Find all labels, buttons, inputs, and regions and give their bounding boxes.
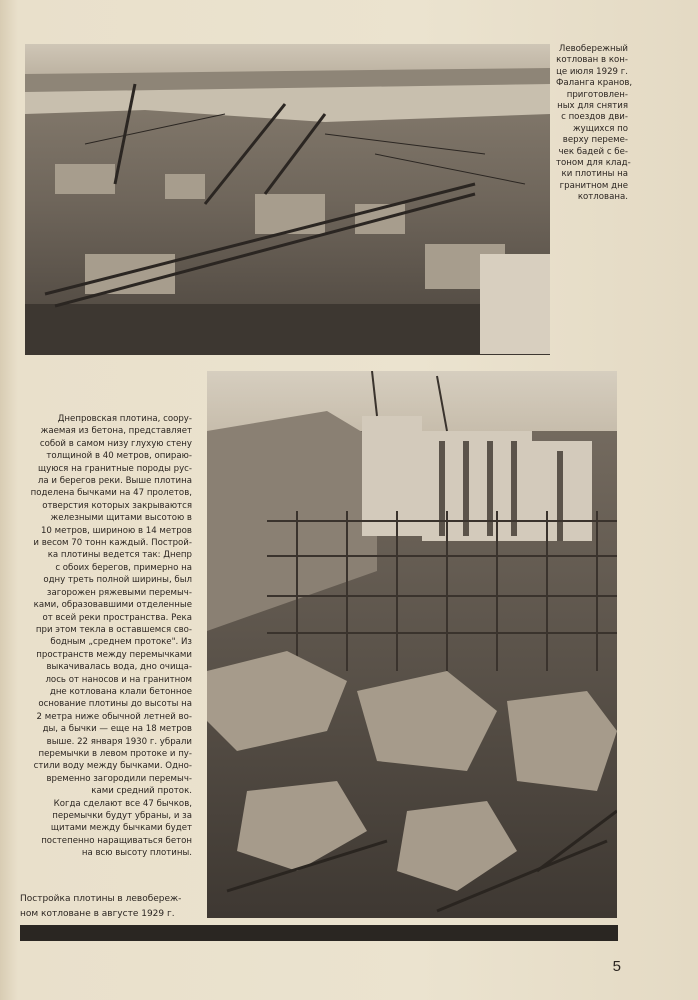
article-line: загорожен ряжевыми перемыч-	[46, 587, 192, 598]
caption-line: жущихся по	[572, 123, 628, 134]
caption-line: це июля 1929 г.	[556, 66, 628, 77]
article-line: ла и берегов реки. Выше плотина	[37, 476, 192, 487]
caption-line: с поездов дви-	[561, 112, 628, 123]
photo-dam-construction-image	[207, 371, 617, 918]
caption-line: ки плотины на	[561, 169, 628, 180]
article-line: ка плотины ведется так: Днепр	[47, 550, 192, 561]
article-line: 10 метров, шириною в 14 метров	[40, 525, 192, 536]
article-line: с обоих берегов, примерно на	[55, 562, 192, 573]
article-line: лось от наносов и на гранитном	[45, 674, 192, 685]
article-line: стили воду между бычками. Одно-	[33, 761, 192, 772]
article-line: ками средний проток.	[91, 786, 192, 797]
caption-line: Левобережный	[558, 44, 628, 54]
caption-line: чек бадей с бе-	[558, 146, 628, 157]
article-line: 2 метра ниже обычной летней во-	[36, 711, 192, 722]
caption-line: гранитном дне	[559, 180, 628, 191]
article-line: при этом текла в оставшемся сво-	[35, 624, 192, 635]
article-line: от всей реки пространства. Река	[42, 612, 192, 623]
page-number: 5	[612, 958, 621, 975]
caption-line: ных для снятия	[557, 101, 628, 112]
article-line: Когда сделают все 47 бычков,	[53, 798, 192, 809]
caption-line: Постройка плотины в левобереж-	[20, 894, 182, 904]
photo-left-bank-pit-image	[25, 44, 550, 355]
article-line: железными щитами высотою в	[50, 513, 192, 524]
article-line: жаемая из бетона, представляет	[40, 426, 192, 437]
article-line: постепенно наращиваться бетон	[41, 835, 192, 846]
caption-line: ном котловане в августе 1929 г.	[20, 908, 175, 919]
caption-top-photo	[556, 44, 633, 204]
caption-line: котлована.	[577, 192, 628, 203]
article-line: щитами между бычками будет	[50, 823, 192, 834]
article-line: выкачивалась вода, дно очища-	[46, 662, 192, 673]
article-line: отверстия которых закрываются	[42, 500, 192, 511]
footer-rule	[20, 925, 618, 941]
article-line: на всю высоту плотины.	[81, 848, 192, 859]
article-line: ками, образовавшими отделенные	[33, 600, 192, 611]
caption-line: Фаланга кранов,	[556, 78, 633, 89]
article-line: временно загородили перемыч-	[46, 773, 192, 784]
article-line: бодным „среднем протоке". Из	[50, 637, 192, 648]
article-line: щуюся на гранитные породы рус-	[38, 463, 192, 474]
article-text	[20, 413, 192, 860]
caption-line: котлован в кон-	[556, 55, 628, 66]
caption-line: верху переме-	[562, 135, 628, 146]
article-line: выше. 22 января 1930 г. убрали	[46, 736, 192, 747]
article-line: толщиной в 40 метров, опираю-	[46, 451, 192, 462]
article-line: Днепровская плотина, соору-	[57, 414, 192, 424]
article-line: поделена бычками на 47 пролетов,	[30, 488, 192, 499]
photo-left-bank-pit	[25, 44, 550, 355]
article-line: пространств между перемычками	[36, 649, 192, 660]
article-line: основание плотины до высоты на	[38, 699, 192, 710]
article-line: дне котлована клали бетонное	[49, 686, 192, 697]
article-line: ды, а бычки — еще на 18 метров	[42, 724, 192, 735]
article-line: перемычки будут убраны, и за	[52, 811, 192, 821]
caption-line: тоном для клад-	[556, 158, 631, 169]
article-line: собой в самом низу глухую стену	[39, 438, 192, 449]
photo-dam-construction	[207, 371, 617, 918]
article-line: перемычки в левом протоке и пу-	[38, 748, 192, 759]
article-line: одну треть полной ширины, был	[43, 575, 192, 586]
caption-bottom-photo	[20, 892, 200, 921]
article-line: и весом 70 тонн каждый. Построй-	[33, 538, 192, 549]
caption-line: приготовлен-	[566, 89, 628, 100]
